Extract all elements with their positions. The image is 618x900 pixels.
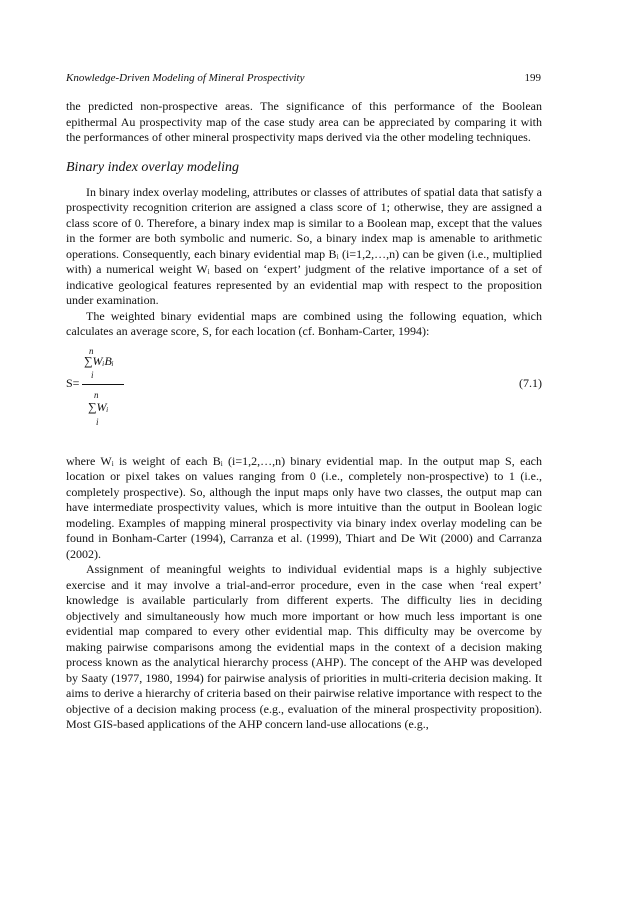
paragraph-where: where Wᵢ is weight of each Bᵢ (i=1,2,…,n) binary evidential map. In the output map S, each location or pixel takes on values ranging from 0 (i.e., completely non-prospective) to 1 (i.e., completely prospective). So, although the input maps only have two classes, the output map can have intermediate prospectivity values, which is more intuitive than the output in Boolean logic modeling. Examples of mapping mineral prospectivity via binary index overlay modeling can be found in Bonham-Carter (1994), Carranza et al. (1999), Thiart and De Wit (2000) and Carranza (2002).	[66, 453, 542, 561]
paragraph-binary-index: In binary index overlay modeling, attributes or classes of attributes of spatial data that satisfy a prospectivity recognition criterion are assigned a class score of 1; otherwise, they are assigned a class score of 0. Therefore, a binary index map is similar to a Boolean map, except that the values in the former are both symbolic and numeric. So, a binary index map is amenable to arithmetic operations. Consequently, each binary evidential map Bᵢ (i=1,2,…,n) can be given (i.e., multiplied with) a numerical weight Wᵢ based on ‘expert’ judgment of the relative importance of a set of indicative geological features represented by an evidential map with respect to the proposition under examination.	[66, 184, 542, 307]
running-header	[66, 71, 541, 85]
page-number: 199	[524, 72, 541, 84]
intro-paragraph: the predicted non-prospective areas. The significance of this performance of the Boolean epithermal Au prospectivity map of the case study area can be appreciated by comparing it with the performances of other mineral prospectivity maps derived via the other modeling techniques.	[66, 99, 542, 144]
section-heading: Binary index overlay modeling	[66, 159, 240, 175]
paragraph-equation-intro: The weighted binary evidential maps are combined using the following equation, which calculates an average score, S, for each location (cf. Bonham-Carter, 1994):	[66, 308, 542, 338]
equation-numerator: ∑WᵢBᵢ	[84, 353, 114, 368]
equation-sum-lower-index-top: i	[91, 369, 94, 380]
equation-sum-upper-limit-bottom: n	[94, 389, 99, 400]
equation-7-1	[66, 342, 542, 442]
fraction-bar	[82, 384, 124, 385]
page-body	[66, 99, 542, 733]
equation-sum-upper-limit-top: n	[89, 345, 94, 356]
equation-lhs: S=	[66, 375, 80, 390]
equation-number: (7.1)	[519, 375, 542, 390]
equation-sum-lower-index-bottom: i	[96, 416, 99, 427]
equation-denominator: ∑Wᵢ	[88, 399, 109, 414]
running-title: Knowledge-Driven Modeling of Mineral Prospectivity	[66, 72, 305, 84]
paragraph-ahp: Assignment of meaningful weights to individual evidential maps is a highly subjective exercise and it may involve a trial-and-error procedure, even in the case when ‘real expert’ knowledge is available particularly from different experts. The difficulty lies in deciding objectively and simultaneously how much more important or how much less important is one evidential map compared to every other evidential map. This difficulty may be overcome by making pairwise comparisons among the evidential maps in the context of a decision making process known as the analytical hierarchy process (AHP). The concept of the AHP was developed by Saaty (1977, 1980, 1994) for pairwise analysis of priorities in multi-criteria decision making. It aims to derive a hierarchy of criteria based on their pairwise relative importance with respect to the objective of a decision making process (e.g., evaluation of the mineral prospectivity proposition). Most GIS-based applications of the AHP concern land-use allocations (e.g.,	[66, 562, 542, 731]
